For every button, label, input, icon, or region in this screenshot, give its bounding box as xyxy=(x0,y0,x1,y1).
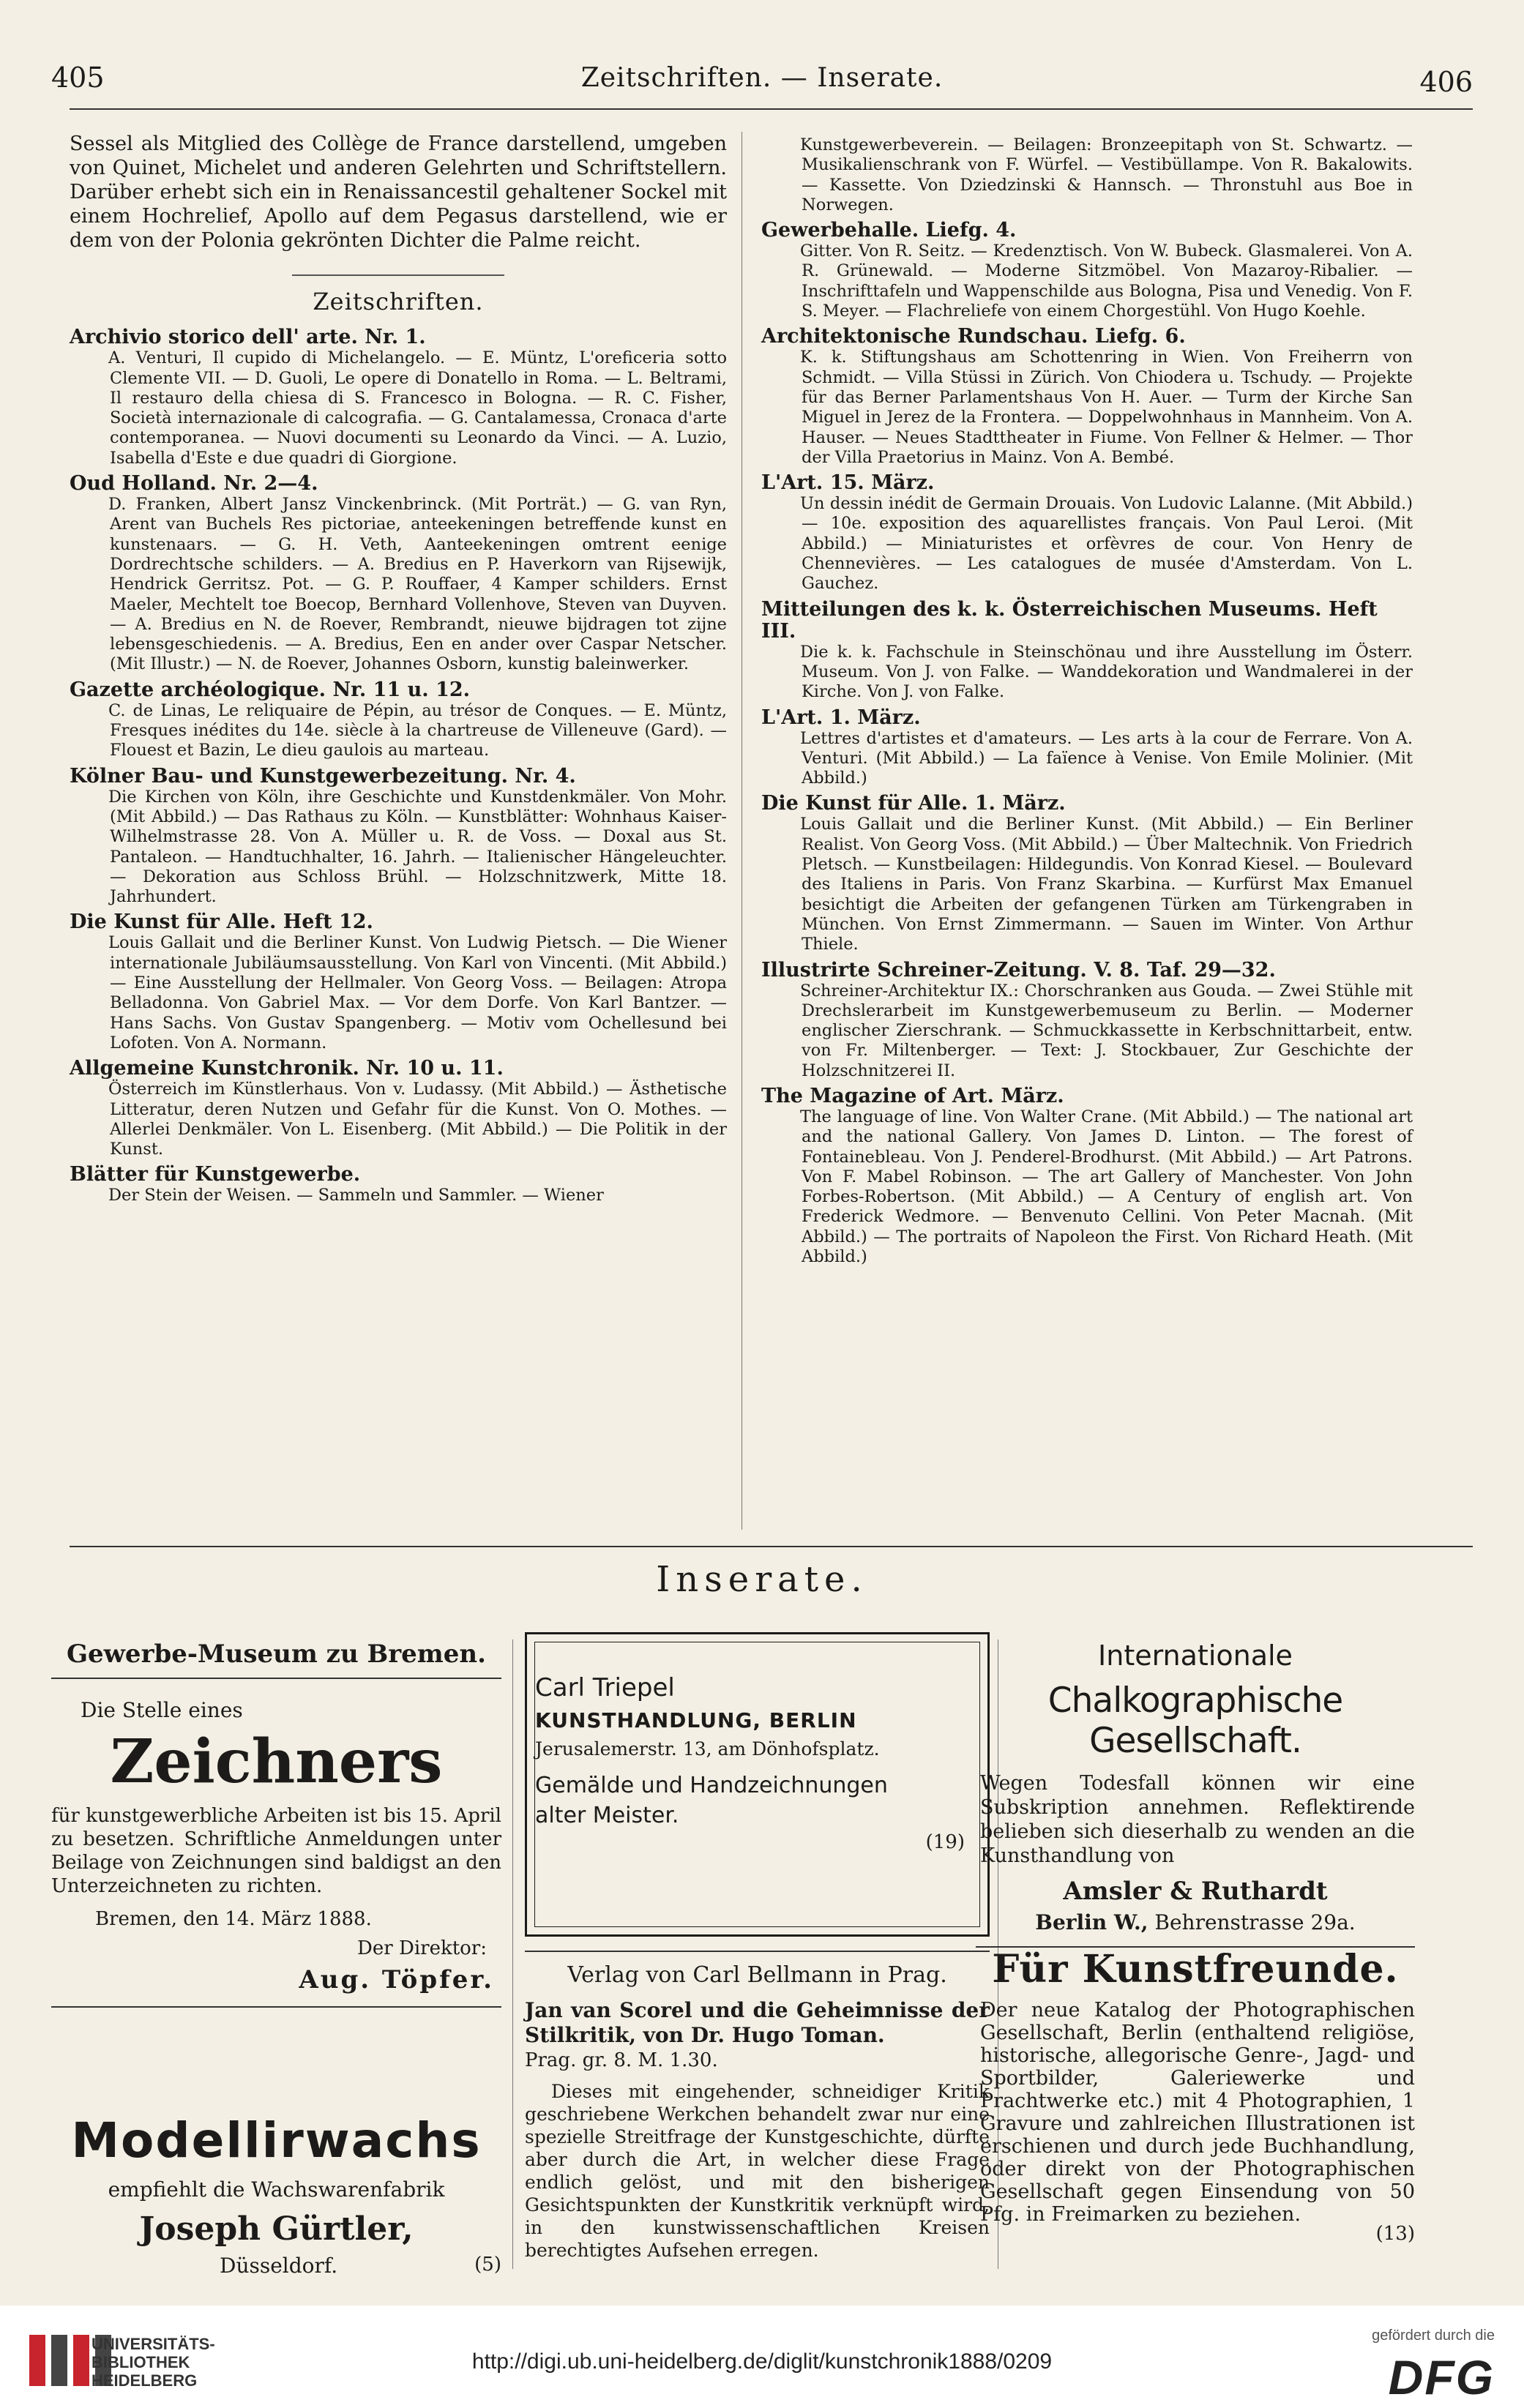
journal-contents: Der Stein der Weisen. — Sammeln und Sammler. — Wiener xyxy=(108,1186,604,1205)
ad-divider xyxy=(512,1639,513,2269)
ad-verlag-bellmann xyxy=(525,1951,990,2262)
journal-contents: Un dessin inédit de Germain Drouais. Von Ludovic Lalanne. (Mit Abbild.) — 10e. exposition des aquarellistes français. Von Paul Leroi. (Mit Abbild.) — Miniaturistes et orfèvres de cour. Von Henry de Chennevières. — Les catalogues de musée d'Amsterdam. Von L. Gauchez. xyxy=(800,494,1413,594)
digitization-footer xyxy=(0,2306,1524,2408)
ad-address: Jerusalemerstr. 13, am Dönhofsplatz. xyxy=(535,1738,880,1760)
ad-rule xyxy=(525,1951,990,1952)
journal-title: Archivio storico dell' arte. Nr. 1. xyxy=(70,326,426,349)
journal-title: L'Art. 15. März. xyxy=(761,471,935,495)
journal-contents: C. de Linas, Le reliquaire de Pépin, au trésor de Conques. — E. Müntz, Fresques inédites du 14e. siècle à la chartreuse de Villeneuve (Gard). — Flouest et Bazin, Le dieu gaulois au marteau. xyxy=(108,700,727,760)
funded-by-label: gefördert durch die xyxy=(1372,2327,1495,2344)
journal-title: Blätter für Kunstgewerbe. xyxy=(70,1163,361,1186)
ad-price: Prag. gr. 8. M. 1.30. xyxy=(525,2049,718,2071)
ad-gewerbe-museum-bremen xyxy=(51,1639,501,2008)
running-header xyxy=(51,53,1473,104)
ad-number: (5) xyxy=(474,2254,501,2276)
page-number-right: 406 xyxy=(1419,66,1473,98)
header-rule xyxy=(70,108,1473,110)
ad-role: Der Direktor: xyxy=(357,1937,487,1959)
ad-title: Jan van Scorel und die Geheimnisse der Stilkritik, von Dr. Hugo Toman. xyxy=(525,1998,990,2047)
ad-name: Carl Triepel xyxy=(535,1673,675,1702)
journal-title: Die Kunst für Alle. 1. März. xyxy=(761,792,1066,815)
intro-paragraph: Sessel als Mitglied des Collège de France darstellend, umgeben von Quinet, Michelet und anderen Gelehrten und Schriftstellern. Darüber erhebt sich ein in Renaissancestil gehaltener Sockel mit einem Hochrelief, Apollo auf dem Pegasus darstellend, wie er dem von der Polonia gekrönten Dichter die Palme reicht. xyxy=(70,132,727,252)
journal-title: Illustrirte Schreiner-Zeitung. V. 8. Taf. 29—32. xyxy=(761,958,1276,981)
ad-big-word: Modellirwachs xyxy=(71,2112,482,2169)
left-column xyxy=(70,132,727,1206)
journal-title: Kölner Bau- und Kunstgewerbezeitung. Nr. 4. xyxy=(70,764,576,788)
ad-address-street: Behrenstrasse 29a. xyxy=(1154,1910,1356,1934)
ad-chalkographische-gesellschaft xyxy=(976,1639,1415,1948)
journal-contents: Lettres d'artistes et d'amateurs. — Les arts à la cour de Ferrare. Von A. Venturi. (Mit Abbild.) — La faïence à Venise. Von Emile Molinier. (Mit Abbild.) xyxy=(800,728,1413,788)
ad-signature: Aug. Töpfer. xyxy=(299,1965,494,1994)
ad-heading: Gewerbe-Museum zu Bremen. xyxy=(51,1639,501,1679)
ad-city: Düsseldorf. xyxy=(220,2254,338,2278)
journal-title: L'Art. 1. März. xyxy=(761,706,921,729)
ad-heading: Chalkographische Gesellschaft. xyxy=(1047,1680,1343,1761)
journal-title: Allgemeine Kunstchronik. Nr. 10 u. 11. xyxy=(70,1057,504,1080)
ad-line: alter Meister. xyxy=(535,1803,679,1828)
section-rule xyxy=(292,274,504,276)
ad-line: empfiehlt die Wachswarenfabrik xyxy=(108,2177,445,2202)
journal-contents: A. Venturi, Il cupido di Michelangelo. — E. Müntz, L'oreficeria sotto Clemente VII. — D. Guoli, Le opere di Donatello in Roma. — L. Beltrami, Il restauro della chiesa di S. Francesco in Bologna. — R. C. Fisher, Società internazionale di calcografia. — G. Cantalamessa, Cronaca d'arte contemporanea. — Nuovi documenti su Leonardo da Vinci. — A. Luzio, Isabella d'Este e due quadri di Giorgione. xyxy=(108,348,727,468)
permalink-url[interactable]: http://digi.ub.uni-heidelberg.de/diglit/kunstchronik1888/0209 xyxy=(471,2349,1053,2374)
journal-contents: Schreiner-Architektur IX.: Chorschranken aus Gouda. — Zwei Stühle mit Drechslerarbeit im Kunstgewerbemuseum zu Berlin. — Moderner englischer Zierschrank. — Schmuckkassette in Kerbschnittarbeit, entw. von Fr. Miltenberger. — Text: J. Stockbauer, Zur Geschichte der Holzschnitzerei II. xyxy=(800,981,1413,1080)
right-column xyxy=(761,135,1413,1267)
ad-big-word: Zeichners xyxy=(110,1727,443,1797)
dfg-logo: DFG xyxy=(1388,2350,1495,2404)
page-number-left: 405 xyxy=(51,61,105,94)
ad-modellirwachs xyxy=(51,2112,501,2283)
journal-contents: Louis Gallait und die Berliner Kunst. (Mit Abbild.) — Ein Berliner Realist. Von Georg Voss. (Mit Abbild.) — Über Maltechnik. Von Friedrich Pletsch. — Kunstbeilagen: Hildegundis. Von Konrad Kiesel. — Boulevard des Italiens in Paris. Von Franz Skarbina. — Kurfürst Max Emanuel besichtigt die Arbeiten der gefangenen Türken am Türkengraben in München. Von Ernst Zimmermann. — Sauen im Winter. Von Arthur Thiele. xyxy=(800,815,1413,954)
ad-address-city: Berlin W., xyxy=(1035,1910,1148,1934)
journal-title: Oud Holland. Nr. 2—4. xyxy=(70,472,318,496)
inserate-title: Inserate. xyxy=(656,1559,868,1600)
journal-contents: The language of line. Von Walter Crane. (Mit Abbild.) — The national art and the national Gallery. Von James D. Linton. — The forest of Fontainebleau. Von J. Penderel-Brodhurst. (Mit Abbild.) — Art Patrons. Von F. Mabel Robinson. — The art Gallery of Manchester. Von John Forbes-Robertson. (Mit Abbild.) — A Century of english art. Von Frederick Wedmore. — Benvenuto Cellini. Von Peter Macnah. (Mit Abbild.) — The portraits of Napoleon the First. Von Richard Heath. (Mit Abbild.) xyxy=(800,1107,1413,1267)
journal-title: Gazette archéologique. Nr. 11 u. 12. xyxy=(70,678,471,701)
journal-contents: Österreich im Künstlerhaus. Von v. Ludassy. (Mit Abbild.) — Ästhetische Litteratur, deren Nutzen und Gefahr für die Kunst. Von O. Mothes. — Allerlei Denkmäler. Von L. Eisenberg. (Mit Abbild.) — Die Politik in der Kunst. xyxy=(108,1080,727,1159)
ad-text: Der neue Katalog der Photographischen Gesellschaft, Berlin (enthaltend religiöse, historische, allegorische Genre-, Jagd- und Sportbilder, Galeriewerke und Prachtwerke etc.) mit 4 Photographien, 1 Gravure und zahlreichen Illustrationen ist erschienen und durch jede Buchhandlung, oder direkt von der Photographischen Gesellschaft gegen Einsendung von 50 Pfg. in Freimarken zu beziehen. xyxy=(980,1999,1415,2226)
journal-title: Mitteilungen des k. k. Österreichischen Museums. Heft III. xyxy=(761,597,1378,643)
ad-text: für kunstgewerbliche Arbeiten ist bis 15. April zu besetzen. Schriftliche Anmeldungen unter Beilage von Zeichnungen sind baldigst an den Unterzeichneten zu richten. xyxy=(51,1805,501,1897)
ad-text: Dieses mit eingehender, schneidiger Kritik geschriebene Werkchen behandelt zwar nur eine spezielle Streitfrage der Kunstgeschichte, dürfte aber durch die Art, in welcher diese Frage endlich gelöst, und mit den bisherigen Gesichtspunkten der Kunstkritik verknüpft wird, in den kunstwissenschaftlichen Kreisen berechtigtes Aufsehen erregen. xyxy=(525,2081,990,2261)
journal-title: Architektonische Rundschau. Liefg. 6. xyxy=(761,325,1186,348)
ad-firm: KUNSTHANDLUNG, BERLIN xyxy=(535,1708,857,1732)
journal-title: Gewerbehalle. Liefg. 4. xyxy=(761,219,1017,242)
inserate-rule xyxy=(70,1546,1473,1547)
ad-rule xyxy=(51,2006,501,2008)
ad-name: Joseph Gürtler, xyxy=(139,2210,414,2248)
journal-contents: Die Kirchen von Köln, ihre Geschichte und Kunstdenkmäler. Von Mohr. (Mit Abbild.) — Das Rathaus zu Köln. — Kunstblätter: Wohnhaus Kaiser-Wilhelmstrasse 28. Von A. Müller u. R. de Voss. — Doxal aus St. Pantaleon. — Handtuchhalter, 16. Jahrh. — Italienischer Hängeleuchter. — Dekoration aus Schloss Brühl. — Holzschnitzwerk, Mitte 18. Jahrhundert. xyxy=(108,787,727,907)
university-library-name: UNIVERSITÄTS- BIBLIOTHEK HEIDELBERG xyxy=(91,2335,215,2390)
ad-heading: Verlag von Carl Bellmann in Prag. xyxy=(567,1962,947,1988)
ad-firm: Amsler & Ruthardt xyxy=(1063,1877,1328,1906)
journal-contents: Die k. k. Fachschule in Steinschönau und ihre Ausstellung im Österr. Museum. Von J. von Falke. — Wanddekoration und Wandmalerei in der Kirche. Von J. von Falke. xyxy=(800,642,1413,702)
journal-title: Die Kunst für Alle. Heft 12. xyxy=(70,911,373,934)
ad-heading: Für Kunstfreunde. xyxy=(992,1947,1399,1992)
ad-text: Wegen Todesfall können wir eine Subskription annehmen. Reflektirende belieben sich dieserhalb zu wenden an die Kunsthandlung von xyxy=(980,1772,1415,1867)
ad-number: (19) xyxy=(925,1831,965,1853)
ad-fuer-kunstfreunde xyxy=(976,1947,1415,2245)
journal-contents: Gitter. Von R. Seitz. — Kredenztisch. Von W. Bubeck. Glasmalerei. Von A. R. Grünewald. — Moderne Sitzmöbel. Von Mazaroy-Ribalier. — Inschrifttafeln und Wappenschilde aus Bologna, Pisa und Venedig. Von F. S. Meyer. — Flachreliefe von einem Chorgestühl. Von Hugo Koehle. xyxy=(800,242,1413,321)
journal-title: The Magazine of Art. März. xyxy=(761,1084,1064,1107)
journal-contents: K. k. Stiftungshaus am Schottenring in Wien. Von Freiherrn von Schmidt. — Villa Stüssi in Zürich. Von Chiodera u. Tschudy. — Projekte für das Berner Parlamentshaus Von H. Auer. — Turm der Kirche San Miguel in Jerez de la Frontera. — Doppelwohnhaus in Mannheim. Von A. Hauser. — Neues Stadttheater in Fiume. Von Fellner & Helmer. — Thor der Villa Praetorius in Mainz. Von A. Bembé. xyxy=(800,348,1413,467)
journal-contents: Kunstgewerbeverein. — Beilagen: Bronzeepitaph von St. Schwartz. — Musikalienschrank von F. Würfel. — Vestibüllampe. Von R. Bakalowits. — Kassette. Von Dziedzinski & Hannsch. — Thronstuhl aus Boe in Norwegen. xyxy=(800,135,1413,214)
ad-number: (13) xyxy=(1375,2223,1415,2245)
ad-line: Gemälde und Handzeichnungen xyxy=(535,1773,888,1798)
ad-heading: Internationale xyxy=(1098,1639,1293,1672)
section-title: Zeitschriften. xyxy=(313,288,484,315)
journal-contents: Louis Gallait und die Berliner Kunst. Von Ludwig Pietsch. — Die Wiener internationale Jubiläumsausstellung. Von Karl von Vincenti. (Mit Abbild.) — Eine Ausstellung der Hellmaler. Von Georg Voss. — Beilagen: Atropa Belladonna. Von Gabriel Max. — Vor dem Dorfe. Von Karl Bantzer. — Hans Sachs. Von Gustav Spangenberg. — Motiv vom Ochellesund bei Lofoten. Von A. Normann. xyxy=(108,933,727,1052)
ad-line: Die Stelle eines xyxy=(81,1698,243,1722)
journal-contents: D. Franken, Albert Jansz Vinckenbrinck. (Mit Porträt.) — G. van Ryn, Arent van Buchels Res pictoriae, anteekeningen betreffende kunst en kunstenaars. — G. H. Veth, Aanteekeningen omtrent eenige Dordrechtsche schilders. — A. Bredius en P. Haverkorn van Rijsewijk, Hendrick Gerritsz. Pot. — G. P. Rouffaer, 4 Kamper schilders. Ernst Maeler, Mechtelt toe Boecop, Bernhard Vollenhove, Steven van Duyven. — A. Bredius en N. de Roever, Rembrandt, nieuwe bijdragen tot zijne lebensgeschiedenis. — A. Bredius, Een en ander over Caspar Netscher. (Mit Illustr.) — N. de Roever, Johannes Osborn, kunstig baleinwerker. xyxy=(108,495,727,674)
ad-carl-triepel xyxy=(525,1632,990,1937)
running-title: Zeitschriften. — Inserate. xyxy=(580,63,944,93)
ad-date: Bremen, den 14. März 1888. xyxy=(95,1908,372,1930)
